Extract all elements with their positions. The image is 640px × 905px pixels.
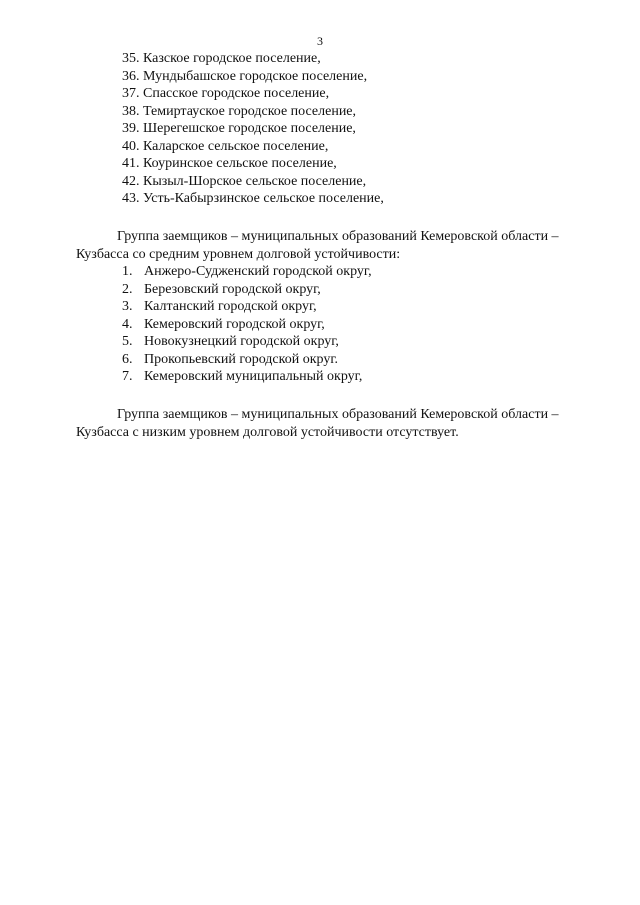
list-item: 41. Коуринское сельское поселение, <box>122 156 337 171</box>
list-item: 39. Шерегешское городское поселение, <box>122 121 356 136</box>
list-item: 40. Каларское сельское поселение, <box>122 138 329 154</box>
list-item-number: 1. <box>122 264 133 279</box>
list-item <box>122 333 372 351</box>
paragraph-line: Группа заемщиков – муниципальных образований Кемеровской области – <box>117 407 559 422</box>
paragraph-line: Группа заемщиков – муниципальных образований Кемеровской области – <box>117 229 559 244</box>
list-item: 43. Усть-Кабырзинское сельское поселение, <box>122 191 384 206</box>
list-item-number: 7. <box>122 369 133 384</box>
settlements-list <box>122 50 384 208</box>
list-item: 36. Мундыбашское городское поселение, <box>122 68 368 84</box>
paragraph-line: Кузбасса с низким уровнем долговой устойчивости отсутствует. <box>76 424 459 440</box>
low-stability-paragraph <box>76 406 608 441</box>
page-number: 3 <box>317 34 323 48</box>
list-item-text: Новокузнецкий городской округ, <box>144 334 339 349</box>
list-item <box>122 281 372 299</box>
list-item-number: 6. <box>122 351 133 367</box>
list-item-number: 4. <box>122 316 133 332</box>
list-item: 37. Спасское городское поселение, <box>122 86 330 101</box>
list-item <box>122 263 372 281</box>
list-item-text: Кемеровский городской округ, <box>144 316 325 332</box>
list-item-number: 3. <box>122 299 133 314</box>
list-item <box>122 368 372 386</box>
medium-stability-list <box>122 263 372 386</box>
list-item <box>122 351 372 369</box>
list-item-text: Анжеро-Судженский городской округ, <box>144 264 372 279</box>
list-item: 42. Кызыл-Шорское сельское поселение, <box>122 173 367 189</box>
list-item-number: 5. <box>122 334 133 349</box>
list-item-text: Калтанский городской округ, <box>144 299 317 314</box>
list-item-text: Прокопьевский городской округ. <box>144 351 339 367</box>
list-item: 38. Темиртауское городское поселение, <box>122 103 357 119</box>
paragraph-line: Кузбасса со средним уровнем долговой устойчивости: <box>76 246 401 262</box>
list-item-text: Березовский городской округ, <box>144 281 321 297</box>
list-item <box>122 298 372 316</box>
list-item: 35. Казское городское поселение, <box>122 51 321 66</box>
list-item-text: Кемеровский муниципальный округ, <box>144 369 363 384</box>
list-item-number: 2. <box>122 281 133 297</box>
list-item <box>122 316 372 334</box>
medium-stability-paragraph <box>76 228 608 263</box>
